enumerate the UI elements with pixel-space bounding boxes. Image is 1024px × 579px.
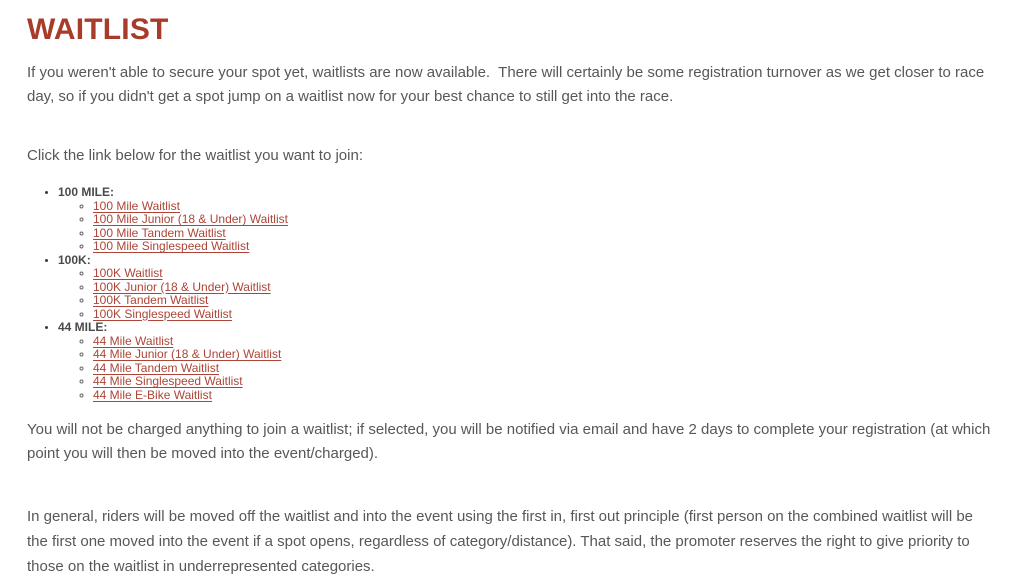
charge-note-paragraph: You will not be charged anything to join a waitlist; if selected, you will be notified via email and have 2 days to complete your registration (at which point you will then be moved into the event/charged). bbox=[27, 421, 995, 462]
waitlist-groups bbox=[27, 186, 996, 402]
waitlist-link[interactable]: 44 Mile E-Bike Waitlist bbox=[93, 387, 212, 402]
group-links bbox=[58, 200, 996, 254]
waitlist-link-item bbox=[93, 308, 996, 322]
waitlist-link[interactable]: 100K Junior (18 & Under) Waitlist bbox=[93, 279, 271, 294]
fifo-note-paragraph: In general, riders will be moved off the waitlist and into the event using the first in, first out principle (first person on the combined waitlist will be the first one moved into the event if a spot opens, regardless of category/distance). That said, the promoter reserves the right to give priority to those on the waitlist in underrepresented categories. bbox=[27, 508, 978, 575]
waitlist-link[interactable]: 100 Mile Waitlist bbox=[93, 198, 180, 213]
waitlist-link[interactable]: 44 Mile Tandem Waitlist bbox=[93, 360, 220, 375]
intro-paragraph: If you weren't able to secure your spot yet, waitlists are now available. There will certainly be some registration turnover as we get closer to race day, so if you didn't get a spot jump on a waitlist now for your best chance to still get into the race. bbox=[27, 64, 989, 105]
waitlist-link-item bbox=[93, 200, 996, 214]
page-title: WAITLIST bbox=[27, 13, 169, 46]
group-label: 44 MILE: bbox=[58, 320, 108, 334]
waitlist-link[interactable]: 44 Mile Singlespeed Waitlist bbox=[93, 374, 243, 388]
waitlist-link-item bbox=[93, 348, 996, 362]
waitlist-group bbox=[58, 321, 996, 402]
group-links bbox=[58, 335, 996, 403]
waitlist-link-item bbox=[93, 227, 996, 241]
waitlist-link-item bbox=[93, 362, 996, 376]
waitlist-link[interactable]: 100K Waitlist bbox=[93, 266, 163, 280]
waitlist-group bbox=[58, 186, 996, 254]
waitlist-link[interactable]: 44 Mile Junior (18 & Under) Waitlist bbox=[93, 347, 282, 361]
waitlist-link[interactable]: 100 Mile Tandem Waitlist bbox=[93, 225, 226, 240]
waitlist-link-item bbox=[93, 389, 996, 403]
waitlist-link-item bbox=[93, 294, 996, 308]
group-links bbox=[58, 267, 996, 321]
group-label: 100 MILE: bbox=[58, 185, 115, 199]
waitlist-link[interactable]: 100 Mile Singlespeed Waitlist bbox=[93, 239, 250, 253]
waitlist-link[interactable]: 100 Mile Junior (18 & Under) Waitlist bbox=[93, 212, 288, 226]
waitlist-group bbox=[58, 254, 996, 322]
waitlist-link-item bbox=[93, 240, 996, 254]
group-label: 100K: bbox=[58, 252, 91, 267]
waitlist-link[interactable]: 100K Singlespeed Waitlist bbox=[93, 306, 232, 321]
waitlist-link-item bbox=[93, 213, 996, 227]
waitlist-link-item bbox=[93, 281, 996, 295]
waitlist-link[interactable]: 100K Tandem Waitlist bbox=[93, 293, 209, 307]
waitlist-link[interactable]: 44 Mile Waitlist bbox=[93, 333, 174, 348]
click-instruction: Click the link below for the waitlist you want to join: bbox=[27, 147, 363, 164]
waitlist-link-item bbox=[93, 375, 996, 389]
waitlist-link-item bbox=[93, 267, 996, 281]
waitlist-link-item bbox=[93, 335, 996, 349]
